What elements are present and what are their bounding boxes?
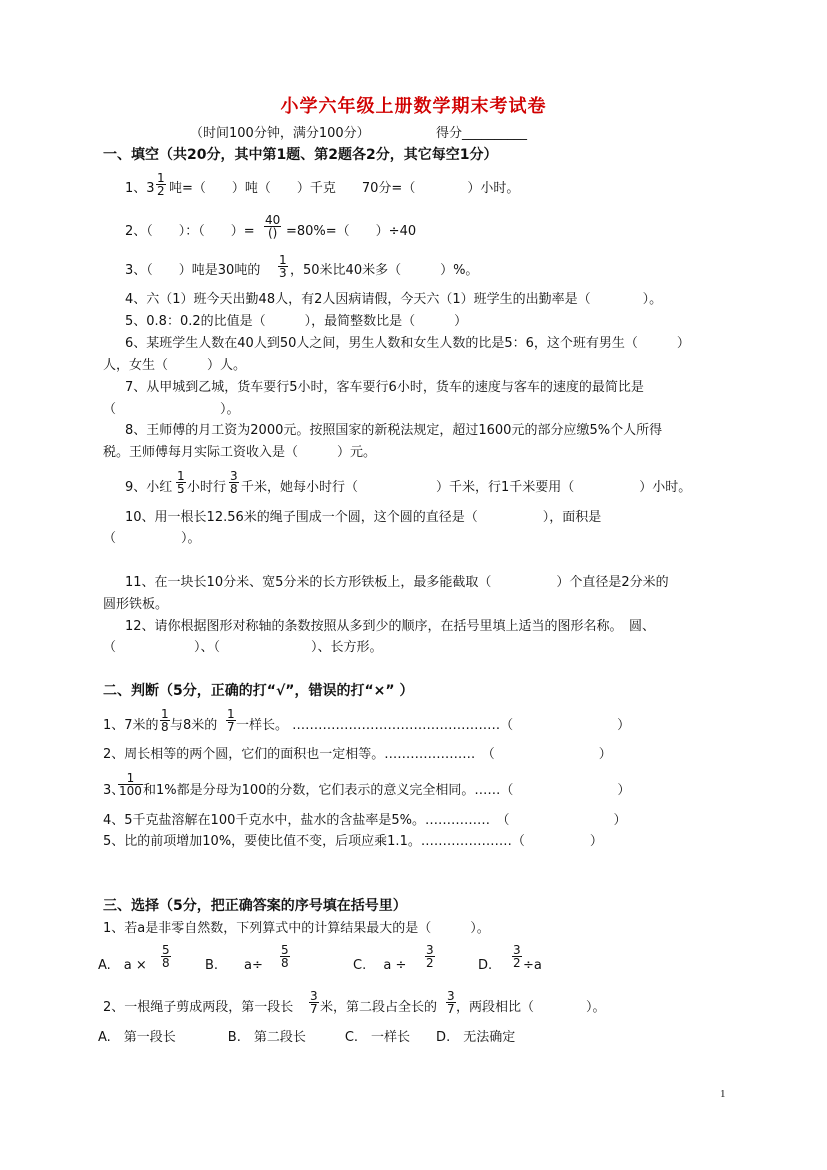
j4: 4、5千克盐溶解在100千克水中，盐水的含盐率是5%。…………… （ ） xyxy=(103,813,627,828)
option-c-numerator: 3 xyxy=(426,943,434,957)
q9-part-c: 千米，她每小时行（ ）千米，行1千米要用（ ）小时。 xyxy=(241,480,692,495)
j1-part-c: 一样长。 …………………………………………（ ） xyxy=(236,718,631,733)
option-a: A. a × xyxy=(98,958,147,973)
q3-part-b: ，50米比40米多（ ）%。 xyxy=(290,263,479,278)
c2-denominator-2: 7 xyxy=(447,1002,455,1016)
q9-denominator-1: 5 xyxy=(177,482,185,496)
q9-fraction-2 xyxy=(229,470,239,495)
j1-denominator-2: 7 xyxy=(227,720,235,734)
j5: 5、比的前项增加10%，要使比值不变，后项应乘1.1。…………………（ ） xyxy=(103,834,603,849)
c2-numerator-2: 3 xyxy=(447,989,455,1003)
q3-fraction xyxy=(278,254,288,279)
q2-part-a: 2、（ ）：（ ）= xyxy=(125,224,255,239)
option-c: C. a ÷ xyxy=(353,958,407,973)
page-title: 小学六年级上册数学期末考试卷 xyxy=(280,96,547,117)
q6-line-1: 6、某班学生人数在40人到50人之间，男生人数和女生人数的比是5：6，这个班有男生（ ） xyxy=(125,336,690,351)
c2-numerator-1: 3 xyxy=(310,989,318,1003)
q7-line-2: （ ）。 xyxy=(103,402,240,417)
q9-part-a: 9、小红 xyxy=(125,480,173,495)
section-3-heading: 三、选择（5分，把正确答案的序号填在括号里） xyxy=(103,898,407,914)
j3-part-a: 3、 xyxy=(103,783,125,798)
option-d-numerator: 3 xyxy=(513,943,521,957)
q12-line-1: 12、请你根据图形对称轴的条数按照从多到少的顺序，在括号里填上适当的图形名称。 圆、 xyxy=(125,619,656,634)
option-c-fraction xyxy=(425,944,435,969)
j3-fraction xyxy=(118,772,143,797)
q3-part-a: 3、（ ）吨是30吨的 xyxy=(125,263,261,278)
option-b: B. a÷ xyxy=(205,958,263,973)
q4: 4、六（1）班今天出勤48人，有2人因病请假，今天六（1）班学生的出勤率是（ ）。 xyxy=(125,292,663,307)
j3-part-b: 和1%都是分母为100的分数，它们表示的意义完全相同。……（ ） xyxy=(143,783,631,798)
c2-denominator-1: 7 xyxy=(310,1002,318,1016)
j3-denominator: 100 xyxy=(119,784,142,798)
option-a-fraction xyxy=(161,944,171,969)
c2-fraction-1 xyxy=(309,990,319,1015)
j3-numerator: 1 xyxy=(118,772,143,785)
c2-part-a: 2、一根绳子剪成两段，第一段长 xyxy=(103,1000,294,1015)
page-number: 1 xyxy=(720,1088,726,1100)
option-b-fraction xyxy=(280,944,290,969)
q6-line-2: 人，女生（ ）人。 xyxy=(103,358,247,373)
q12-line-2: （ ）、（ ）、长方形。 xyxy=(103,640,383,655)
section-2-heading: 二、判断（5分，正确的打“√”，错误的打“×” ） xyxy=(103,683,414,699)
q11-line-1: 11、在一块长10分米、宽5分米的长方形铁板上，最多能截取（ ）个直径是2分米的 xyxy=(125,575,669,590)
q1-part-a: 1、3 xyxy=(125,181,155,196)
q5: 5、0.8：0.2的比值是（ ），最简整数比是（ ） xyxy=(125,314,468,329)
q2-denominator: () xyxy=(267,226,278,240)
q3-numerator: 1 xyxy=(279,253,287,267)
option-d-denominator: 2 xyxy=(513,956,521,970)
q1-fraction xyxy=(156,172,166,197)
q3-denominator: 3 xyxy=(279,266,287,280)
c1: 1、若a是非零自然数，下列算式中的计算结果最大的是（ ）。 xyxy=(103,921,490,936)
score-field: 得分__________ xyxy=(436,126,528,141)
option-b-numerator: 5 xyxy=(281,943,289,957)
option-d: D. xyxy=(478,958,493,973)
q10-line-1: 10、用一根长12.56米的绳子围成一个圆，这个圆的直径是（ ），面积是 xyxy=(125,510,602,525)
option-a-numerator: 5 xyxy=(162,943,170,957)
j2: 2、周长相等的两个圆，它们的面积也一定相等。………………… （ ） xyxy=(103,747,612,762)
j1-part-a: 1、7米的 xyxy=(103,718,159,733)
q9-numerator-2: 3 xyxy=(230,469,238,483)
c2-part-b: 米，第二段占全长的 xyxy=(320,1000,438,1015)
q1-part-b: 吨=（ ）吨（ ）千克 70分=（ ）小时。 xyxy=(169,181,520,196)
j1-fraction-1 xyxy=(160,708,170,733)
c2-fraction-2 xyxy=(446,990,456,1015)
q8-line-2: 税。王师傅每月实际工资收入是（ ）元。 xyxy=(103,445,377,460)
option-d-fraction xyxy=(512,944,522,969)
c2-part-c: ，两段相比（ ）。 xyxy=(456,1000,606,1015)
option-b-denominator: 8 xyxy=(281,956,289,970)
c2-options: A. 第一段长 B. 第二段长 C. 一样长 D. 无法确定 xyxy=(98,1030,516,1045)
q9-denominator-2: 8 xyxy=(230,482,238,496)
option-d-tail: ÷a xyxy=(523,958,542,973)
j1-numerator-1: 1 xyxy=(161,707,169,721)
q1-numerator: 1 xyxy=(157,171,165,185)
q2-part-b: =80%=（ ）÷40 xyxy=(286,224,417,239)
q7-line-1: 7、从甲城到乙城，货车要行5小时，客车要行6小时，货车的速度与客车的速度的最简比是 xyxy=(125,380,644,395)
exam-time-note: （时间100分钟，满分100分） xyxy=(190,126,370,141)
q9-numerator-1: 1 xyxy=(177,469,185,483)
section-1-heading: 一、填空（共20分，其中第1题、第2题各2分，其它每空1分） xyxy=(103,147,498,163)
q11-line-2: 圆形铁板。 xyxy=(103,597,169,612)
q10-line-2: （ ）。 xyxy=(103,531,201,546)
j1-fraction-2 xyxy=(226,708,236,733)
q2-fraction xyxy=(264,214,281,239)
j1-part-b: 与8米的 xyxy=(170,718,218,733)
q8-line-1: 8、王师傅的月工资为2000元。按照国家的新税法规定，超过1600元的部分应缴5%个人所得 xyxy=(125,423,663,438)
j1-numerator-2: 1 xyxy=(227,707,235,721)
q2-numerator: 40 xyxy=(265,213,281,227)
option-a-denominator: 8 xyxy=(162,956,170,970)
q1-denominator: 2 xyxy=(157,184,165,198)
option-c-denominator: 2 xyxy=(426,956,434,970)
q9-part-b: 小时行 xyxy=(187,480,227,495)
j1-denominator-1: 8 xyxy=(161,720,169,734)
q9-fraction-1 xyxy=(176,470,186,495)
